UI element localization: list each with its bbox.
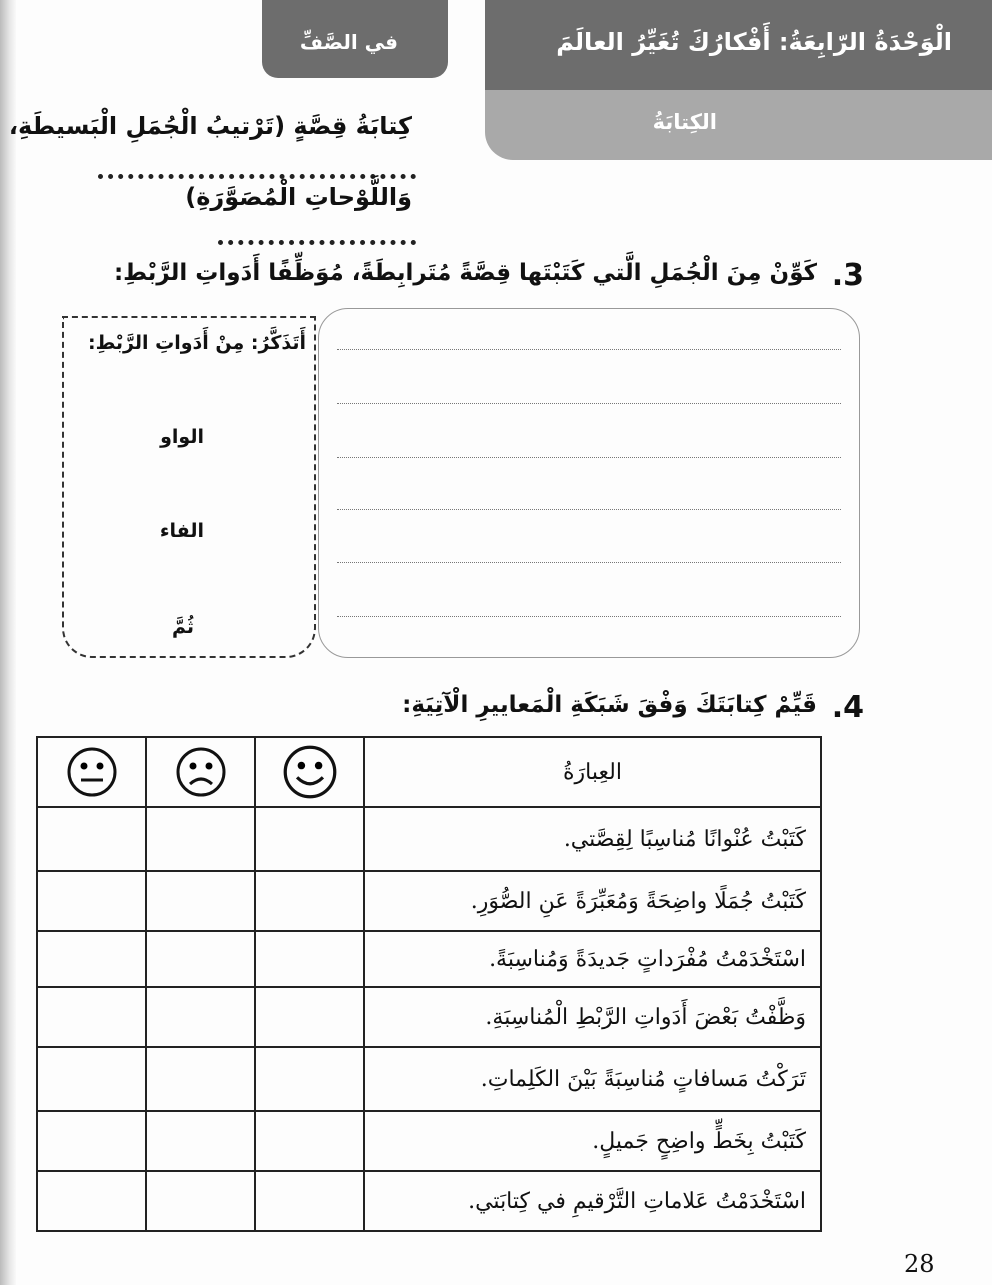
story-writing-area[interactable] bbox=[318, 308, 860, 658]
table-row bbox=[37, 931, 821, 987]
reminder-item: الفاء bbox=[159, 520, 204, 542]
rating-cell[interactable] bbox=[146, 931, 255, 987]
rating-cell[interactable] bbox=[146, 807, 255, 871]
section-title: الكِتابَةُ bbox=[652, 110, 717, 134]
statement-header: العِبارَةُ bbox=[364, 737, 821, 807]
rating-cell[interactable] bbox=[255, 1171, 364, 1231]
table-row bbox=[37, 1047, 821, 1111]
rating-cell[interactable] bbox=[37, 1171, 146, 1231]
rating-cell[interactable] bbox=[255, 871, 364, 931]
q3-text: كَوِّنْ مِنَ الْجُمَلِ الَّتي كَتَبْتَها قِصَّةً مُتَرابِطَةً، مُوَظِّفًا أَدَواتِ الرَّبْطِ: bbox=[113, 260, 817, 286]
rating-cell[interactable] bbox=[146, 987, 255, 1047]
rating-cell[interactable] bbox=[37, 807, 146, 871]
statement: وَظَّفْتُ بَعْضَ أَدَواتِ الرَّبْطِ الْمُناسِبَةِ. bbox=[364, 987, 821, 1047]
rating-cell[interactable] bbox=[37, 871, 146, 931]
rating-cell[interactable] bbox=[255, 1111, 364, 1171]
dotted-divider bbox=[218, 240, 416, 245]
sad-face-icon bbox=[146, 737, 255, 807]
q4-number: 4. bbox=[831, 690, 864, 725]
rating-cell[interactable] bbox=[255, 987, 364, 1047]
reminder-title: أَتَذَكَّرُ: مِنْ أَدَواتِ الرَّبْطِ: bbox=[87, 332, 306, 354]
table-row bbox=[37, 987, 821, 1047]
unit-header bbox=[485, 0, 992, 90]
page-number: 28 bbox=[904, 1250, 935, 1278]
dotted-divider bbox=[98, 174, 416, 179]
rating-cell[interactable] bbox=[255, 931, 364, 987]
statement: كَتَبْتُ جُمَلًا واضِحَةً وَمُعَبِّرَةً عَنِ الصُّوَرِ. bbox=[364, 871, 821, 931]
unit-title: الْوَحْدَةُ الرّابِعَةُ: أَفْكارُكَ تُغَيِّرُ العالَمَ bbox=[556, 28, 952, 56]
table-row bbox=[37, 871, 821, 931]
rating-cell[interactable] bbox=[146, 1111, 255, 1171]
reminder-item: الواو bbox=[160, 426, 204, 448]
table-row bbox=[37, 807, 821, 871]
rating-cell[interactable] bbox=[146, 1171, 255, 1231]
statement: تَرَكْتُ مَسافاتٍ مُناسِبَةً بَيْنَ الكَلِماتِ. bbox=[364, 1047, 821, 1111]
q3-number: 3. bbox=[831, 258, 864, 293]
happy-face-icon bbox=[255, 737, 364, 807]
table-row bbox=[37, 1111, 821, 1171]
lesson-title-line1: كِتابَةُ قِصَّةٍ (تَرْتيبُ الْجُمَلِ الْبَسيطَةِ، bbox=[8, 112, 412, 140]
self-assessment-table bbox=[36, 736, 822, 1232]
statement: كَتَبْتُ بِخَطٍّ واضِحٍ جَميلٍ. bbox=[364, 1111, 821, 1171]
statement: اسْتَخْدَمْتُ عَلاماتِ التَّرْقيمِ في كِتابَتي. bbox=[364, 1171, 821, 1231]
rating-cell[interactable] bbox=[255, 807, 364, 871]
q4-text: قَيِّمْ كِتابَتَكَ وَفْقَ شَبَكَةِ الْمَعاييرِ الْآتِيَةِ: bbox=[402, 692, 817, 718]
rating-cell[interactable] bbox=[37, 1047, 146, 1111]
in-class-tab bbox=[262, 0, 448, 78]
rating-cell[interactable] bbox=[37, 1111, 146, 1171]
rating-cell[interactable] bbox=[37, 931, 146, 987]
tab-label: في الصَّفِّ bbox=[299, 30, 398, 54]
statement: اسْتَخْدَمْتُ مُفْرَداتٍ جَديدَةً وَمُناسِبَةً. bbox=[364, 931, 821, 987]
rating-cell[interactable] bbox=[37, 987, 146, 1047]
rating-cell[interactable] bbox=[255, 1047, 364, 1111]
reminder-item: ثُمَّ bbox=[171, 616, 194, 638]
scan-edge bbox=[0, 0, 16, 1285]
rating-cell[interactable] bbox=[146, 1047, 255, 1111]
section-header bbox=[485, 90, 992, 160]
rating-cell[interactable] bbox=[146, 871, 255, 931]
table-row bbox=[37, 1171, 821, 1231]
neutral-face-icon bbox=[37, 737, 146, 807]
linking-tools-reminder bbox=[62, 316, 316, 658]
statement: كَتَبْتُ عُنْوانًا مُناسِبًا لِقِصَّتي. bbox=[364, 807, 821, 871]
lesson-title-line2: وَاللَّوْحاتِ الْمُصَوَّرَةِ) bbox=[185, 183, 412, 211]
